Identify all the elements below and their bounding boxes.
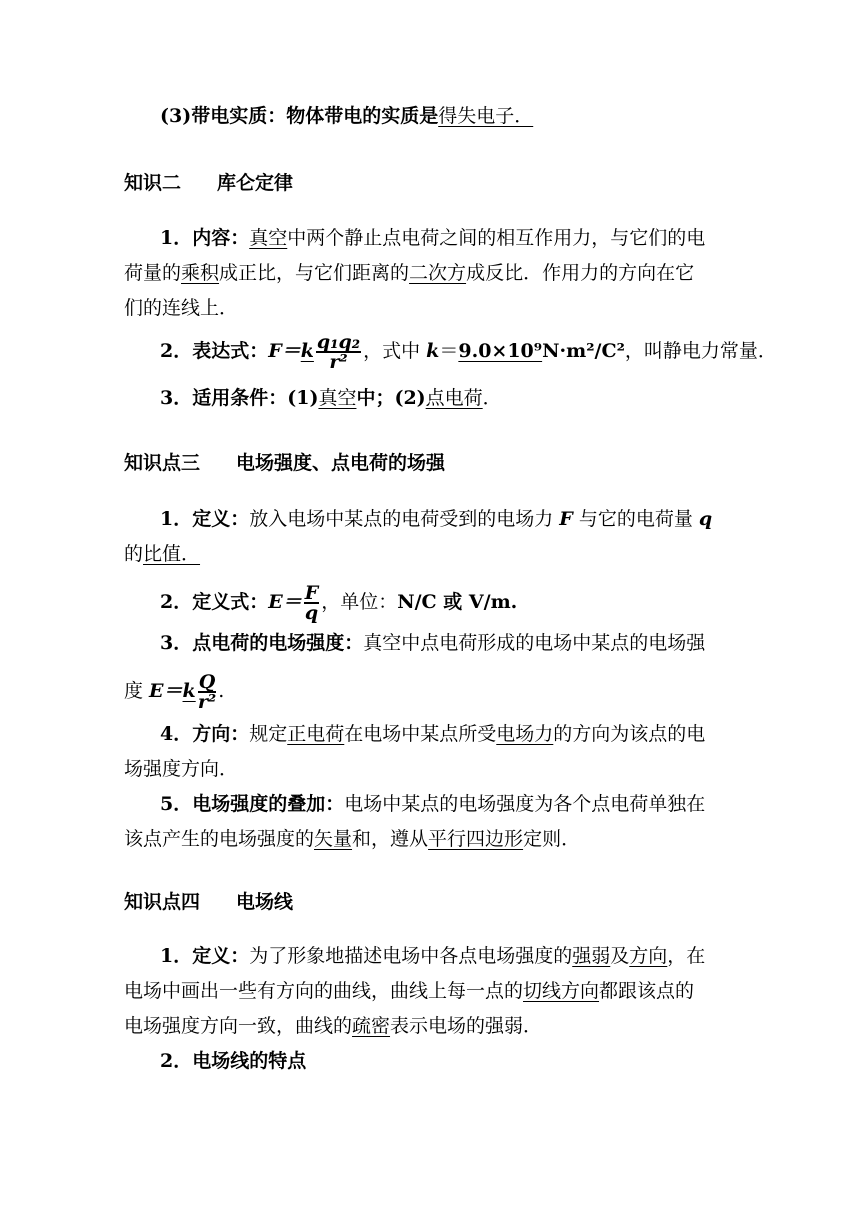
text: 和，遵从	[352, 828, 429, 850]
text: 度	[124, 680, 150, 702]
text: 荷量的	[124, 262, 182, 284]
fraction-numerator: q₁q₂	[316, 331, 361, 353]
section-heading-field-strength	[124, 450, 445, 476]
underlined-answer: 矢量	[314, 828, 353, 850]
variable-k: k	[426, 340, 440, 362]
fraction	[316, 333, 361, 371]
underlined-answer: 比值．	[143, 543, 201, 565]
text: 中；(2)	[356, 387, 426, 409]
section-title: 库仑定律	[217, 172, 294, 194]
text: 的方向为该点的电	[553, 723, 706, 745]
section-heading-coulomb	[124, 170, 293, 196]
paragraph-content-line3	[124, 295, 238, 321]
text: 定则．	[523, 828, 581, 850]
equals-sign: ＝	[439, 340, 459, 362]
unit: N·m²/C²	[542, 340, 625, 362]
text: 真空中点电荷形成的电场中某点的电场强	[363, 632, 706, 654]
text: 的	[124, 543, 144, 565]
text: ，在	[667, 945, 706, 967]
paragraph-field-line-def-line2	[124, 978, 694, 1004]
label: 1．定义：	[160, 508, 250, 530]
text: 电场中某点的电场强度为各个点电荷单独在	[344, 793, 706, 815]
underlined-answer: 得失电子．	[438, 105, 534, 127]
text: 表示电场的强弱．	[390, 1015, 543, 1037]
paragraph-field-line-features	[160, 1048, 306, 1074]
paragraph-expression	[160, 333, 777, 371]
fraction-denominator: q	[304, 602, 319, 624]
section-number: 知识点三	[124, 452, 201, 474]
paragraph-field-line-def-line1	[160, 943, 705, 969]
text: 及	[610, 945, 630, 967]
underlined-answer: 二次方	[409, 262, 467, 284]
underlined-answer: 正电荷	[287, 723, 345, 745]
underlined-answer: 平行四边形	[428, 828, 524, 850]
text: 电场中画出一些有方向的曲线，曲线上每一点的	[124, 980, 524, 1002]
paragraph-conditions	[160, 385, 502, 411]
underlined-answer: 强弱	[572, 945, 611, 967]
text: 成反比．作用力的方向在它	[466, 262, 695, 284]
fraction-numerator: Q	[198, 671, 216, 693]
text: ．	[482, 387, 502, 409]
paragraph-content-line1	[160, 225, 705, 251]
underlined-answer: 真空	[318, 387, 357, 409]
label: 3．点电荷的电场强度：	[160, 632, 364, 654]
section-title: 电场线	[236, 891, 294, 913]
underlined-answer: 9.0×10⁹	[458, 340, 543, 362]
text: 放入电场中某点的电荷受到的电场力	[249, 508, 560, 530]
underlined-answer: 点电荷	[425, 387, 483, 409]
text: (1)	[287, 387, 319, 409]
text: .	[218, 680, 225, 702]
label: 1．内容：	[160, 227, 250, 249]
paragraph-definition-line1	[160, 506, 712, 532]
section-number: 知识点四	[124, 891, 201, 913]
paragraph-superposition-line2	[124, 826, 580, 852]
label: 2．定义式：	[160, 591, 269, 613]
formula-k: k	[300, 340, 314, 362]
variable-F: F	[559, 508, 573, 530]
text: 成正比，与它们距离的	[219, 262, 410, 284]
underlined-answer: 疏密	[352, 1015, 391, 1037]
section-heading-field-lines	[124, 889, 293, 915]
text: 规定	[249, 723, 288, 745]
text: ，叫静电力常量．	[624, 340, 777, 362]
text: (3)带电实质：物体带电的实质是	[160, 105, 439, 127]
underlined-answer: 真空	[249, 227, 288, 249]
paragraph-field-line-def-line3	[124, 1013, 542, 1039]
section-number: 知识二	[124, 172, 182, 194]
text: 都跟该点的	[599, 980, 695, 1002]
underlined-answer: 方向	[629, 945, 668, 967]
underlined-answer: 乘积	[181, 262, 220, 284]
text: ，单位：	[321, 591, 398, 613]
fraction-denominator: r²	[197, 691, 217, 713]
paragraph-direction-line2	[124, 756, 238, 782]
paragraph-direction-line1	[160, 721, 705, 747]
fraction-denominator: r²	[329, 351, 348, 373]
underlined-answer: 切线方向	[523, 980, 600, 1002]
label: 2．电场线的特点	[160, 1050, 307, 1072]
variable-q: q	[698, 508, 713, 530]
paragraph-content-line2	[124, 260, 694, 286]
paragraph-point-charge-line1	[160, 630, 705, 656]
paragraph-definition-line2	[124, 541, 200, 567]
label: 4．方向：	[160, 723, 250, 745]
text: 该点产生的电场强度的	[124, 828, 315, 850]
formula-lhs: E＝	[268, 591, 302, 613]
text: 为了形象地描述电场中各点电场强度的	[249, 945, 573, 967]
label: 2．表达式：	[160, 340, 269, 362]
text: 中两个静止点电荷之间的相互作用力，与它们的电	[287, 227, 706, 249]
paragraph-definition-formula	[160, 584, 517, 622]
paragraph-point-charge-line2	[124, 673, 224, 711]
fraction	[198, 673, 217, 711]
text: ，式中	[363, 340, 427, 362]
label: 1．定义：	[160, 945, 250, 967]
text: 们的连线上．	[124, 297, 239, 319]
fraction	[304, 584, 320, 622]
text: 场强度方向．	[124, 758, 239, 780]
formula-k: k	[182, 680, 196, 702]
section-title: 电场强度、点电荷的场强	[236, 452, 446, 474]
text: 在电场中某点所受	[344, 723, 497, 745]
label: 5．电场强度的叠加：	[160, 793, 345, 815]
underlined-answer: 电场力	[496, 723, 554, 745]
paragraph-charging-essence	[160, 103, 533, 129]
text: 电场强度方向一致，曲线的	[124, 1015, 353, 1037]
label: 3．适用条件：	[160, 387, 288, 409]
unit: N/C 或 V/m.	[397, 591, 518, 613]
formula-lhs: E＝	[149, 680, 183, 702]
formula-lhs: F＝	[268, 340, 301, 362]
text: 与它的电荷量	[572, 508, 699, 530]
paragraph-superposition-line1	[160, 791, 705, 817]
fraction-numerator: F	[304, 582, 319, 604]
